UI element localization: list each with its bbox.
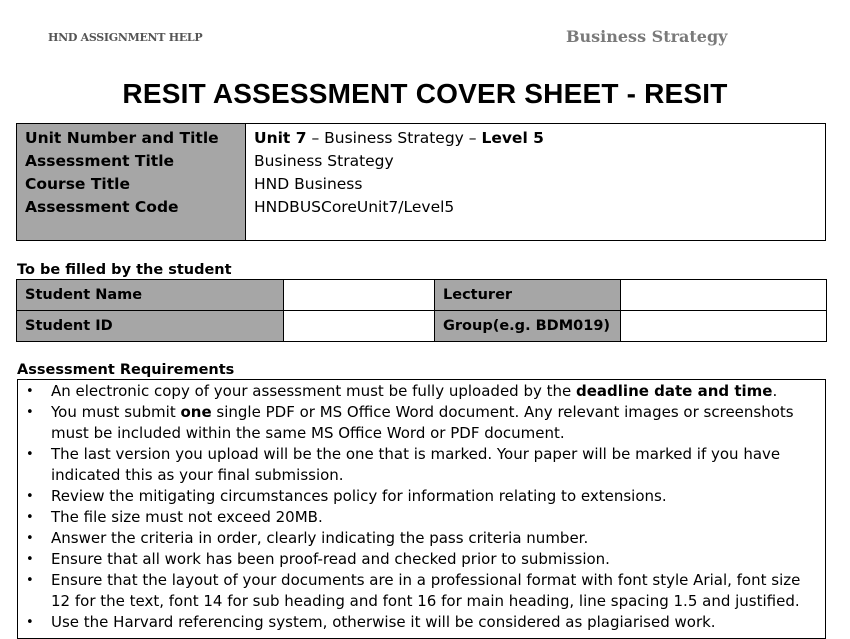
bullet-icon: •: [26, 405, 34, 420]
table-row: [17, 311, 827, 342]
requirement-text: An electronic copy of your assessment must be fully uploaded by the: [51, 382, 577, 400]
unit-number-label: Unit Number and Title: [25, 129, 219, 147]
bullet-icon: •: [26, 510, 34, 525]
bullet-icon: •: [26, 531, 34, 546]
group-field[interactable]: [621, 311, 827, 342]
bullet-icon: •: [26, 615, 34, 630]
requirement-text: Review the mitigating circumstances policy for information relating to extensions.: [51, 487, 667, 505]
assessment-title-label: Assessment Title: [25, 152, 175, 170]
list-item: [18, 549, 825, 570]
bullet-icon: •: [26, 447, 34, 462]
requirement-text: The file size must not exceed 20MB.: [51, 508, 323, 526]
unit-info-values: [246, 124, 544, 240]
table-row: [17, 280, 827, 311]
requirements-box: [17, 379, 826, 639]
bullet-icon: •: [26, 573, 34, 588]
student-name-label: Student Name: [17, 280, 284, 311]
requirement-text-end: .: [772, 382, 778, 400]
lecturer-label: Lecturer: [435, 280, 621, 311]
list-item: [18, 528, 825, 549]
bullet-icon: •: [26, 489, 34, 504]
list-item: [18, 570, 825, 612]
student-info-table: [16, 279, 827, 342]
assessment-title-value: Business Strategy: [254, 152, 394, 170]
requirement-text: Ensure that all work has been proof-read and checked prior to submission.: [51, 550, 610, 568]
lecturer-field[interactable]: [621, 280, 827, 311]
requirement-text: Answer the criteria in order, clearly indicating the pass criteria number.: [51, 529, 589, 547]
requirement-text: You must submit: [51, 403, 181, 421]
bullet-icon: •: [26, 552, 34, 567]
assessment-code-value: HNDBUSCoreUnit7/Level5: [254, 198, 455, 216]
requirements-heading: Assessment Requirements: [17, 362, 235, 378]
unit-level: Level 5: [481, 129, 544, 147]
unit-number: Unit 7: [254, 129, 307, 147]
list-item: [18, 486, 825, 507]
group-label: Group(e.g. BDM019): [435, 311, 621, 342]
unit-info-table: [16, 123, 826, 241]
requirement-emphasis: deadline date and time: [576, 382, 773, 400]
course-title-value: HND Business: [254, 175, 363, 193]
course-title-label: Course Title: [25, 175, 130, 193]
requirements-list: [18, 380, 825, 633]
requirement-text: The last version you upload will be the one that is marked. Your paper will be marked if you have indicated this as your final submission.: [51, 445, 781, 484]
requirement-text-end: single PDF or MS Office Word document. Any relevant images or screenshots must be included within the same MS Office Word or PDF document.: [51, 403, 794, 442]
list-item: [18, 402, 825, 444]
unit-name: – Business Strategy –: [306, 129, 482, 147]
student-id-label: Student ID: [17, 311, 284, 342]
student-section-heading: To be filled by the student: [17, 262, 232, 278]
header-document-topic: Business Strategy: [566, 27, 728, 46]
header-site-name: HND ASSIGNMENT HELP: [48, 31, 203, 44]
unit-info-labels: [17, 124, 246, 240]
list-item: [18, 381, 825, 402]
page-title: RESIT ASSESSMENT COVER SHEET - RESIT: [122, 78, 728, 109]
requirement-emphasis: one: [180, 403, 212, 421]
student-name-field[interactable]: [284, 280, 435, 311]
requirement-text: Ensure that the layout of your documents are in a professional format with font style Arial, font size 12 for the text, font 14 for sub heading and font 16 for main heading, line spacing 1.5 and justified.: [51, 571, 801, 610]
assessment-code-label: Assessment Code: [25, 198, 179, 216]
student-id-field[interactable]: [284, 311, 435, 342]
list-item: [18, 444, 825, 486]
list-item: [18, 507, 825, 528]
requirement-text: Use the Harvard referencing system, otherwise it will be considered as plagiarised work.: [51, 613, 716, 631]
bullet-icon: •: [26, 384, 34, 399]
list-item: [18, 612, 825, 633]
unit-number-value: [254, 127, 544, 150]
